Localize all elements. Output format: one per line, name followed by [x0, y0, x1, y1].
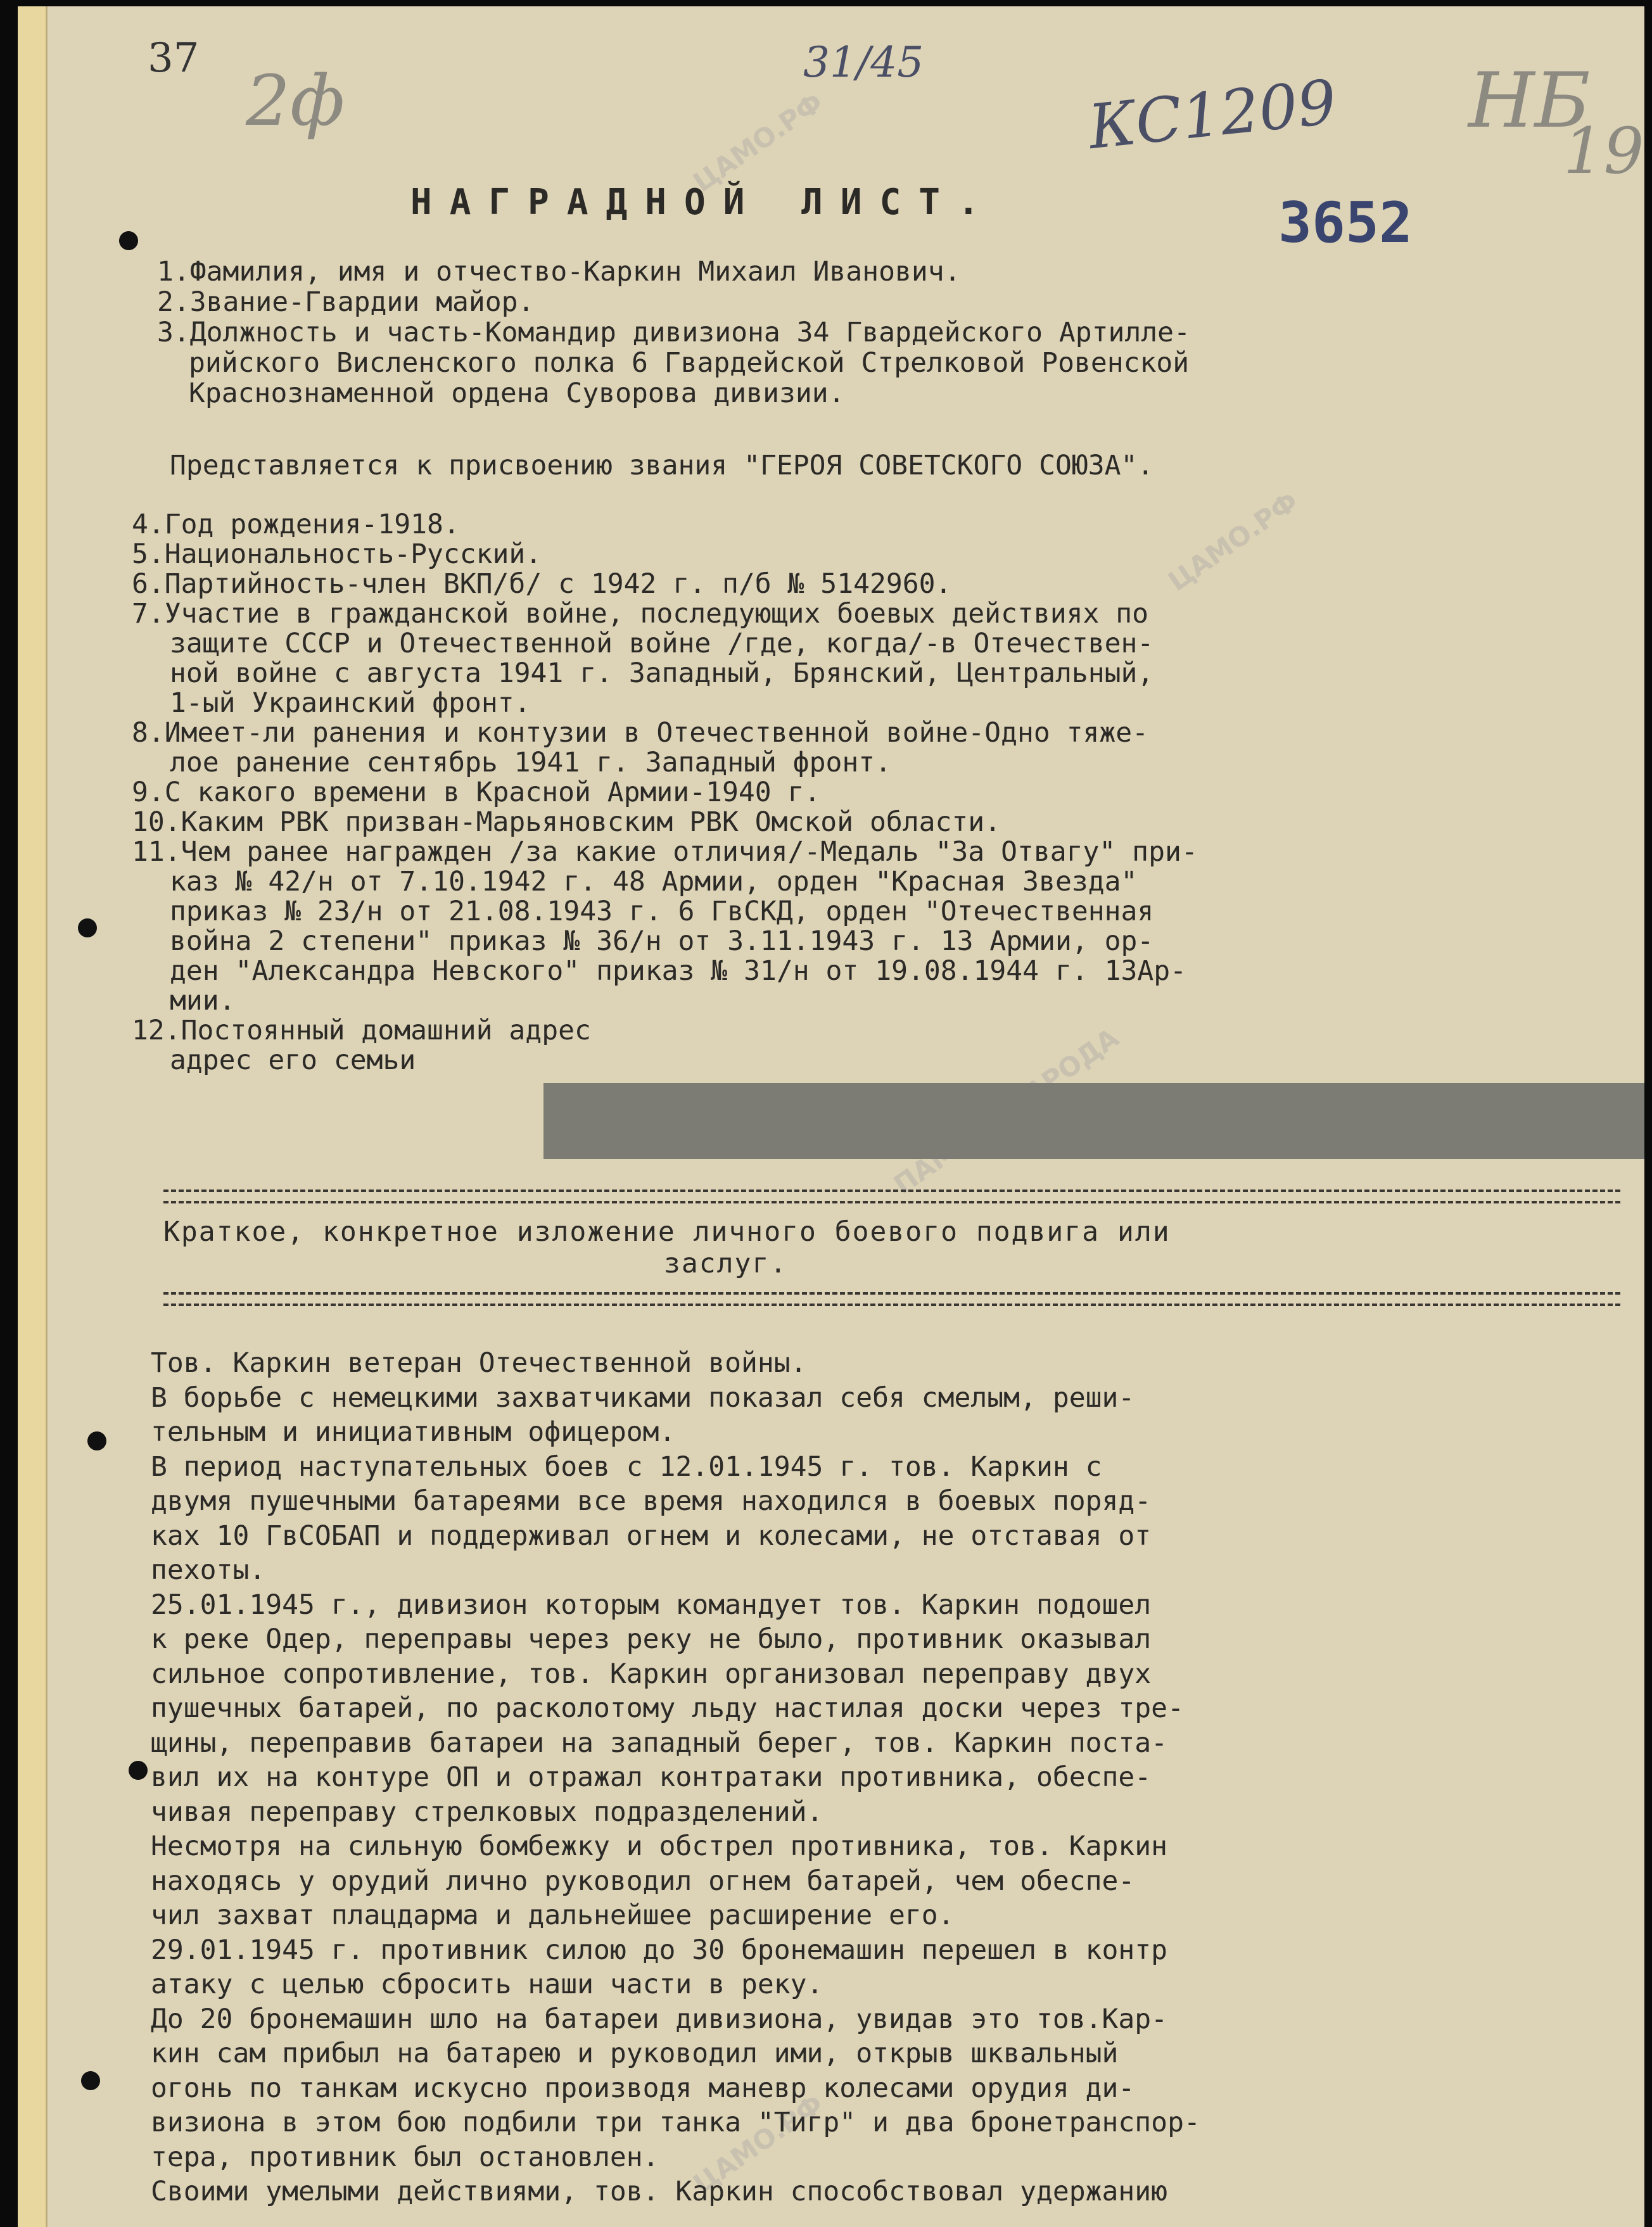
- narrative-line: чил захват плацдарма и дальнейшее расширение его.: [151, 1900, 955, 1931]
- pencil-mark: 19: [1563, 114, 1644, 188]
- field-line: приказ № 23/н от 21.08.1943 г. 6 ГвСКД, орден "Отечественная: [170, 896, 1154, 927]
- field-line: 9.С какого времени в Красной Армии-1940 г.: [132, 777, 821, 808]
- document-sheet: [18, 6, 1644, 2227]
- field-line: рийского Висленского полка 6 Гвардейской Стрелковой Ровенской: [189, 347, 1190, 379]
- field-line: Краснознаменной ордена Суворова дивизии.: [189, 378, 845, 409]
- watermark: ЦАМО.РФ: [1162, 485, 1304, 597]
- ink-code: КС1209: [1085, 66, 1340, 163]
- section-heading-line2: заслуг.: [664, 1248, 788, 1279]
- document-title: НАГРАДНОЙ ЛИСТ.: [410, 182, 997, 223]
- field-line: защите СССР и Отечественной войне /где, когда/-в Отечествен-: [170, 628, 1154, 659]
- nomination-line: Представляется к присвоению звания "ГЕРОЯ СОВЕТСКОГО СОЮЗА".: [170, 450, 1154, 481]
- binding-strip: [18, 6, 48, 2227]
- field-line: 2.Звание-Гвардии майор.: [157, 286, 535, 318]
- field-line: лое ранение сентябрь 1941 г. Западный фронт.: [170, 747, 892, 778]
- redaction-block: [543, 1083, 1644, 1159]
- fraction-note: 31/45: [803, 38, 924, 87]
- narrative-line: вил их на контуре ОП и отражал контратаки противника, обеспе-: [151, 1761, 1152, 1793]
- fields-top: [157, 257, 1190, 409]
- field-line: 7.Участие в гражданской войне, последующих боевых действиях по: [132, 598, 1149, 630]
- narrative-line: 29.01.1945 г. противник силою до 30 бронемашин перешел в контр: [151, 1934, 1168, 1966]
- narrative-line: тельным и инициативным офицером.: [151, 1416, 676, 1448]
- field-line: 8.Имеет-ли ранения и контузии в Отечественной войне-Одно тяже-: [132, 717, 1149, 749]
- narrative-line: тера, противник был остановлен.: [151, 2141, 659, 2173]
- narrative-line: До 20 бронемашин шло на батареи дивизиона, увидав это тов.Кар-: [151, 2003, 1168, 2035]
- field-line: 12.Постоянный домашний адрес: [132, 1015, 591, 1046]
- narrative-line: огонь по танкам искусно производя маневр колесами орудия ди-: [151, 2072, 1135, 2104]
- field-line: 1.Фамилия, имя и отчество-Каркин Михаил Иванович.: [157, 256, 961, 288]
- narrative: [151, 1346, 1200, 2209]
- stamp-number: 3652: [1278, 190, 1413, 255]
- narrative-line: В борьбе с немецкими захватчиками показал себя смелым, реши-: [151, 1381, 1135, 1414]
- narrative-line: сильное сопротивление, тов. Каркин организовал переправу двух: [151, 1658, 1152, 1690]
- field-line: 10.Каким РВК призван-Марьяновским РВК Омской области.: [132, 806, 1001, 838]
- narrative-line: чивая переправу стрелковых подразделений.: [151, 1796, 823, 1828]
- field-line: каз № 42/н от 7.10.1942 г. 48 Армии, орден "Красная Звезда": [170, 866, 1138, 898]
- narrative-line: 25.01.1945 г., дивизион которым командует тов. Каркин подошел: [151, 1589, 1152, 1621]
- narrative-line: атаку с целью сбросить наши части в реку.: [151, 1969, 823, 2000]
- field-line: 3.Должность и часть-Командир дивизиона 34 Гвардейского Артилле-: [157, 317, 1190, 348]
- field-line: 5.Национальность-Русский.: [132, 538, 542, 570]
- field-line: ной войне с августа 1941 г. Западный, Брянский, Центральный,: [170, 657, 1154, 689]
- field-line: адрес его семьи: [170, 1044, 416, 1076]
- page-number: 37: [148, 35, 200, 82]
- divider: [163, 1190, 1620, 1203]
- punch-hole: [78, 918, 97, 937]
- field-line: 6.Партийность-член ВКП/б/ с 1942 г. п/б № 5142960.: [132, 568, 952, 600]
- narrative-line: В период наступательных боев с 12.01.1945 г. тов. Каркин с: [151, 1450, 1102, 1483]
- narrative-line: двумя пушечными батареями все время находился в боевых поряд-: [151, 1485, 1152, 1517]
- field-line: ден "Александра Невского" приказ № 31/н от 19.08.1944 г. 13Ар-: [170, 955, 1187, 987]
- field-line: 4.Год рождения-1918.: [132, 509, 460, 540]
- field-line: 11.Чем ранее награжден /за какие отличия/-Медаль "За Отвагу" при-: [132, 836, 1198, 868]
- narrative-line: пушечных батарей, по расколотому льду настилая доски через тре-: [151, 1692, 1184, 1724]
- narrative-line: к реке Одер, переправы через реку не было, противник оказывал: [151, 1623, 1152, 1655]
- section-heading-line1: Краткое, конкретное изложение личного боевого подвига или: [163, 1216, 1171, 1248]
- divider: [163, 1292, 1620, 1306]
- narrative-line: находясь у орудий лично руководил огнем батарей, чем обеспе-: [151, 1865, 1135, 1897]
- punch-hole: [129, 1761, 148, 1780]
- field-line: мии.: [170, 985, 236, 1017]
- pencil-note: 2ф: [246, 60, 345, 141]
- field-line: война 2 степени" приказ № 36/н от 3.11.1943 г. 13 Армии, ор-: [170, 925, 1154, 957]
- narrative-line: Тов. Каркин ветеран Отечественной войны.: [151, 1347, 807, 1379]
- watermark: ЦАМО.РФ: [687, 2088, 829, 2200]
- narrative-line: ках 10 ГвСОБАП и поддерживал огнем и колесами, не отставая от: [151, 1520, 1152, 1552]
- field-line: 1-ый Украинский фронт.: [170, 687, 531, 719]
- fields-main: [132, 510, 1198, 1075]
- punch-hole: [87, 1431, 106, 1450]
- punch-hole: [81, 2071, 100, 2090]
- watermark: ЦАМО.РФ: [687, 86, 829, 198]
- narrative-line: Своими умелыми действиями, тов. Каркин способствовал удержанию: [151, 2176, 1168, 2207]
- narrative-line: кин сам прибыл на батарею и руководил ими, открыв шквальный: [151, 2038, 1119, 2069]
- initials-sign: НБ: [1468, 57, 1591, 145]
- narrative-line: визиона в этом бою подбили три танка "Тигр" и два бронетранспор-: [151, 2107, 1200, 2138]
- narrative-line: пехоты.: [151, 1554, 266, 1586]
- narrative-line: щины, переправив батареи на западный берег, тов. Каркин поста-: [151, 1727, 1168, 1759]
- punch-hole: [119, 231, 138, 250]
- narrative-line: Несмотря на сильную бомбежку и обстрел противника, тов. Каркин: [151, 1830, 1168, 1862]
